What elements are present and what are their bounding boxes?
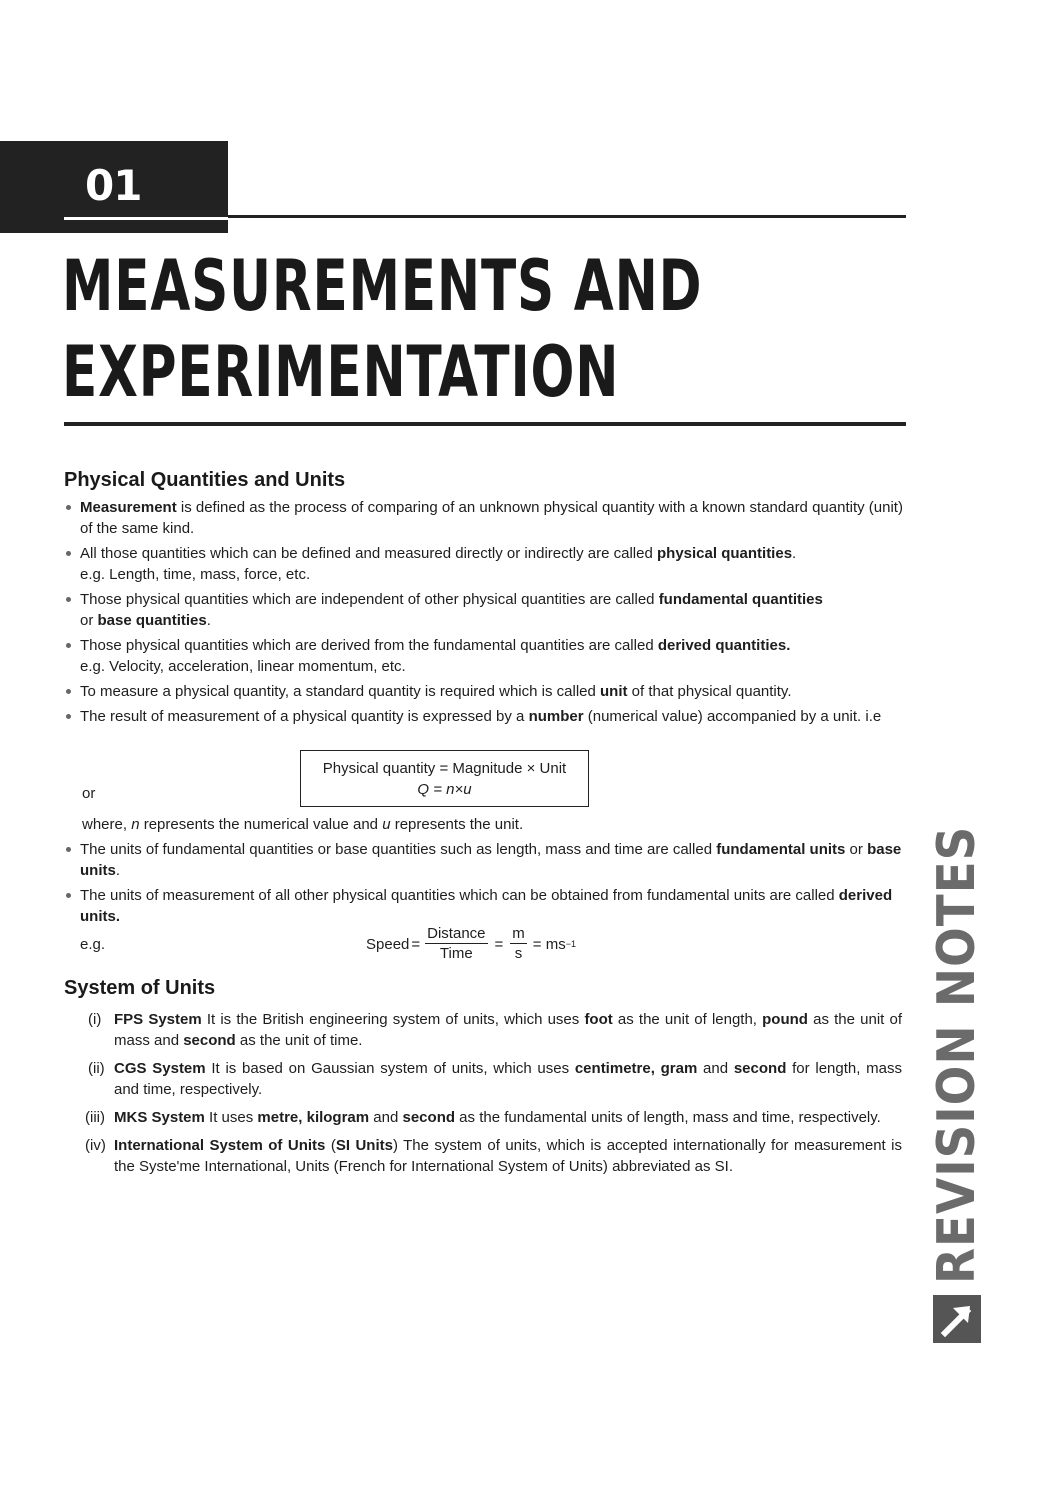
list-item bbox=[85, 1135, 902, 1177]
term-centimetre-gram: centimetre, gram bbox=[574, 1060, 698, 1077]
term-foot: foot bbox=[584, 1011, 613, 1028]
term-second: second bbox=[183, 1032, 236, 1049]
fraction-m-s bbox=[510, 924, 527, 964]
list-item-text: To measure a physical quantity, a standard quantity is required which is called bbox=[80, 683, 600, 700]
term-second: second bbox=[402, 1109, 456, 1126]
term-second: second bbox=[733, 1060, 787, 1077]
list-item-text: for length, mass and time, respectively. bbox=[114, 1060, 902, 1098]
chapter-title-line-1: MEASUREMENTS AND bbox=[62, 245, 703, 327]
list-item-text: or bbox=[845, 841, 868, 858]
formula-line-1: Physical quantity = Magnitude × Unit bbox=[322, 760, 567, 777]
list-item bbox=[88, 1058, 902, 1100]
example-line: e.g. Length, time, mass, force, etc. bbox=[80, 566, 311, 583]
term-international-system: International System of Units bbox=[114, 1137, 326, 1154]
list-item bbox=[64, 706, 906, 727]
eg-label: e.g. bbox=[80, 936, 106, 953]
term-fundamental-units: fundamental units bbox=[716, 841, 846, 858]
or-label: or bbox=[82, 785, 96, 802]
fraction-numerator: m bbox=[512, 925, 525, 942]
section-heading-physical-quantities: Physical Quantities and Units bbox=[64, 469, 346, 491]
chapter-title-line-2: EXPERIMENTATION bbox=[62, 331, 620, 413]
list-item-text: It is based on Gaussian system of units, which uses bbox=[205, 1060, 575, 1077]
list-index: (iv) bbox=[85, 1137, 106, 1154]
top-rule bbox=[228, 215, 906, 218]
title-rule bbox=[64, 422, 906, 426]
list-item-text: . bbox=[115, 862, 121, 879]
term-fundamental-quantities: fundamental quantities bbox=[658, 591, 823, 608]
var-u: u bbox=[382, 816, 391, 833]
where-line bbox=[82, 814, 523, 835]
list-item-text: The units of fundamental quantities or base quantities such as length, mass and time are called bbox=[80, 841, 717, 858]
list-item bbox=[88, 1009, 902, 1051]
speed-unit: = ms bbox=[532, 935, 566, 953]
term-base-quantities: base quantities bbox=[97, 612, 207, 629]
list-item bbox=[64, 839, 906, 881]
physical-quantities-list bbox=[64, 497, 906, 731]
list-item-text: . bbox=[792, 545, 797, 562]
equals-sign: = bbox=[411, 935, 421, 953]
term-metre-kilogram: metre, kilogram bbox=[257, 1109, 370, 1126]
list-item bbox=[64, 681, 906, 702]
list-item-text: is defined as the process of comparing of an unknown physical quantity with a known standard quantity (unit) of the same kind. bbox=[80, 499, 903, 537]
formula-box bbox=[300, 750, 589, 807]
list-item-text: Those physical quantities which are derived from the fundamental quantities are called bbox=[80, 637, 658, 654]
term-unit: unit bbox=[600, 683, 628, 700]
list-item-text: All those quantities which can be defined and measured directly or indirectly are called bbox=[80, 545, 657, 562]
list-item-text: It is the British engineering system of units, which uses bbox=[201, 1011, 585, 1028]
list-item-text: of that physical quantity. bbox=[627, 683, 792, 700]
term-number: number bbox=[528, 708, 584, 725]
list-item bbox=[64, 497, 906, 539]
list-item-text: or bbox=[80, 612, 98, 629]
term-measurement: Measurement bbox=[80, 499, 177, 516]
list-item bbox=[64, 885, 906, 927]
where-text: represents the numerical value and bbox=[139, 816, 383, 833]
term-si-units: SI Units bbox=[335, 1137, 393, 1154]
example-line: e.g. Velocity, acceleration, linear momentum, etc. bbox=[80, 658, 406, 675]
list-index: (iii) bbox=[85, 1109, 105, 1126]
chapter-number-underline bbox=[64, 217, 228, 220]
list-item-text: . bbox=[206, 612, 211, 629]
list-item-text: and bbox=[369, 1109, 403, 1126]
revision-notes-label: REVISION NOTES bbox=[927, 825, 987, 1284]
term-fps-system: FPS System bbox=[114, 1011, 202, 1028]
term-base-units: base units bbox=[80, 841, 902, 879]
speed-label: Speed bbox=[366, 935, 410, 953]
list-item-text: as the fundamental units of length, mass and time, respectively. bbox=[455, 1109, 881, 1126]
where-text: represents the unit. bbox=[390, 816, 524, 833]
formula-line-2: Q = n×u bbox=[417, 781, 472, 798]
speed-formula bbox=[366, 924, 576, 964]
where-text: where, bbox=[82, 816, 132, 833]
fraction-distance-time bbox=[425, 924, 487, 964]
list-item-text: ) The system of units, which is accepted internationally for measurement is the Syste'me International, Units (French for International System of Units) abbreviated as SI. bbox=[114, 1137, 902, 1175]
list-item-text: and bbox=[697, 1060, 734, 1077]
fraction-denominator: s bbox=[514, 945, 523, 962]
term-cgs-system: CGS System bbox=[114, 1060, 206, 1077]
term-physical-quantities: physical quantities bbox=[657, 545, 793, 562]
list-item bbox=[64, 635, 906, 677]
unit-exponent: −1 bbox=[565, 939, 576, 949]
list-item-text: It uses bbox=[204, 1109, 258, 1126]
system-of-units-list bbox=[85, 1009, 902, 1184]
list-item-text: as the unit of length, bbox=[612, 1011, 763, 1028]
list-item-text: The units of measurement of all other physical quantities which can be obtained from fundamental units are called bbox=[80, 887, 839, 904]
list-item-text: ( bbox=[325, 1137, 336, 1154]
units-list bbox=[64, 839, 906, 931]
list-item-text: Those physical quantities which are independent of other physical quantities are called bbox=[80, 591, 659, 608]
list-item bbox=[64, 589, 906, 631]
list-index: (ii) bbox=[88, 1060, 105, 1077]
term-derived-units: derived units. bbox=[80, 887, 893, 925]
chapter-number: 01 bbox=[85, 161, 142, 210]
equals-sign: = bbox=[494, 935, 504, 953]
chapter-title bbox=[62, 243, 702, 415]
var-n: n bbox=[131, 816, 140, 833]
list-item-text: as the unit of mass and bbox=[114, 1011, 902, 1049]
list-item bbox=[85, 1107, 902, 1128]
list-item-text: (numerical value) accompanied by a unit. i.e bbox=[583, 708, 882, 725]
list-item-text: The result of measurement of a physical quantity is expressed by a bbox=[80, 708, 529, 725]
fraction-numerator: Distance bbox=[427, 925, 486, 942]
section-heading-system-of-units: System of Units bbox=[64, 977, 216, 999]
list-item-text: as the unit of time. bbox=[235, 1032, 363, 1049]
term-pound: pound bbox=[762, 1011, 808, 1028]
list-index: (i) bbox=[88, 1011, 102, 1028]
fraction-denominator: Time bbox=[439, 945, 473, 962]
term-mks-system: MKS System bbox=[114, 1109, 205, 1126]
list-item bbox=[64, 543, 906, 585]
arrow-icon bbox=[933, 1295, 981, 1343]
term-derived-quantities: derived quantities. bbox=[657, 637, 791, 654]
